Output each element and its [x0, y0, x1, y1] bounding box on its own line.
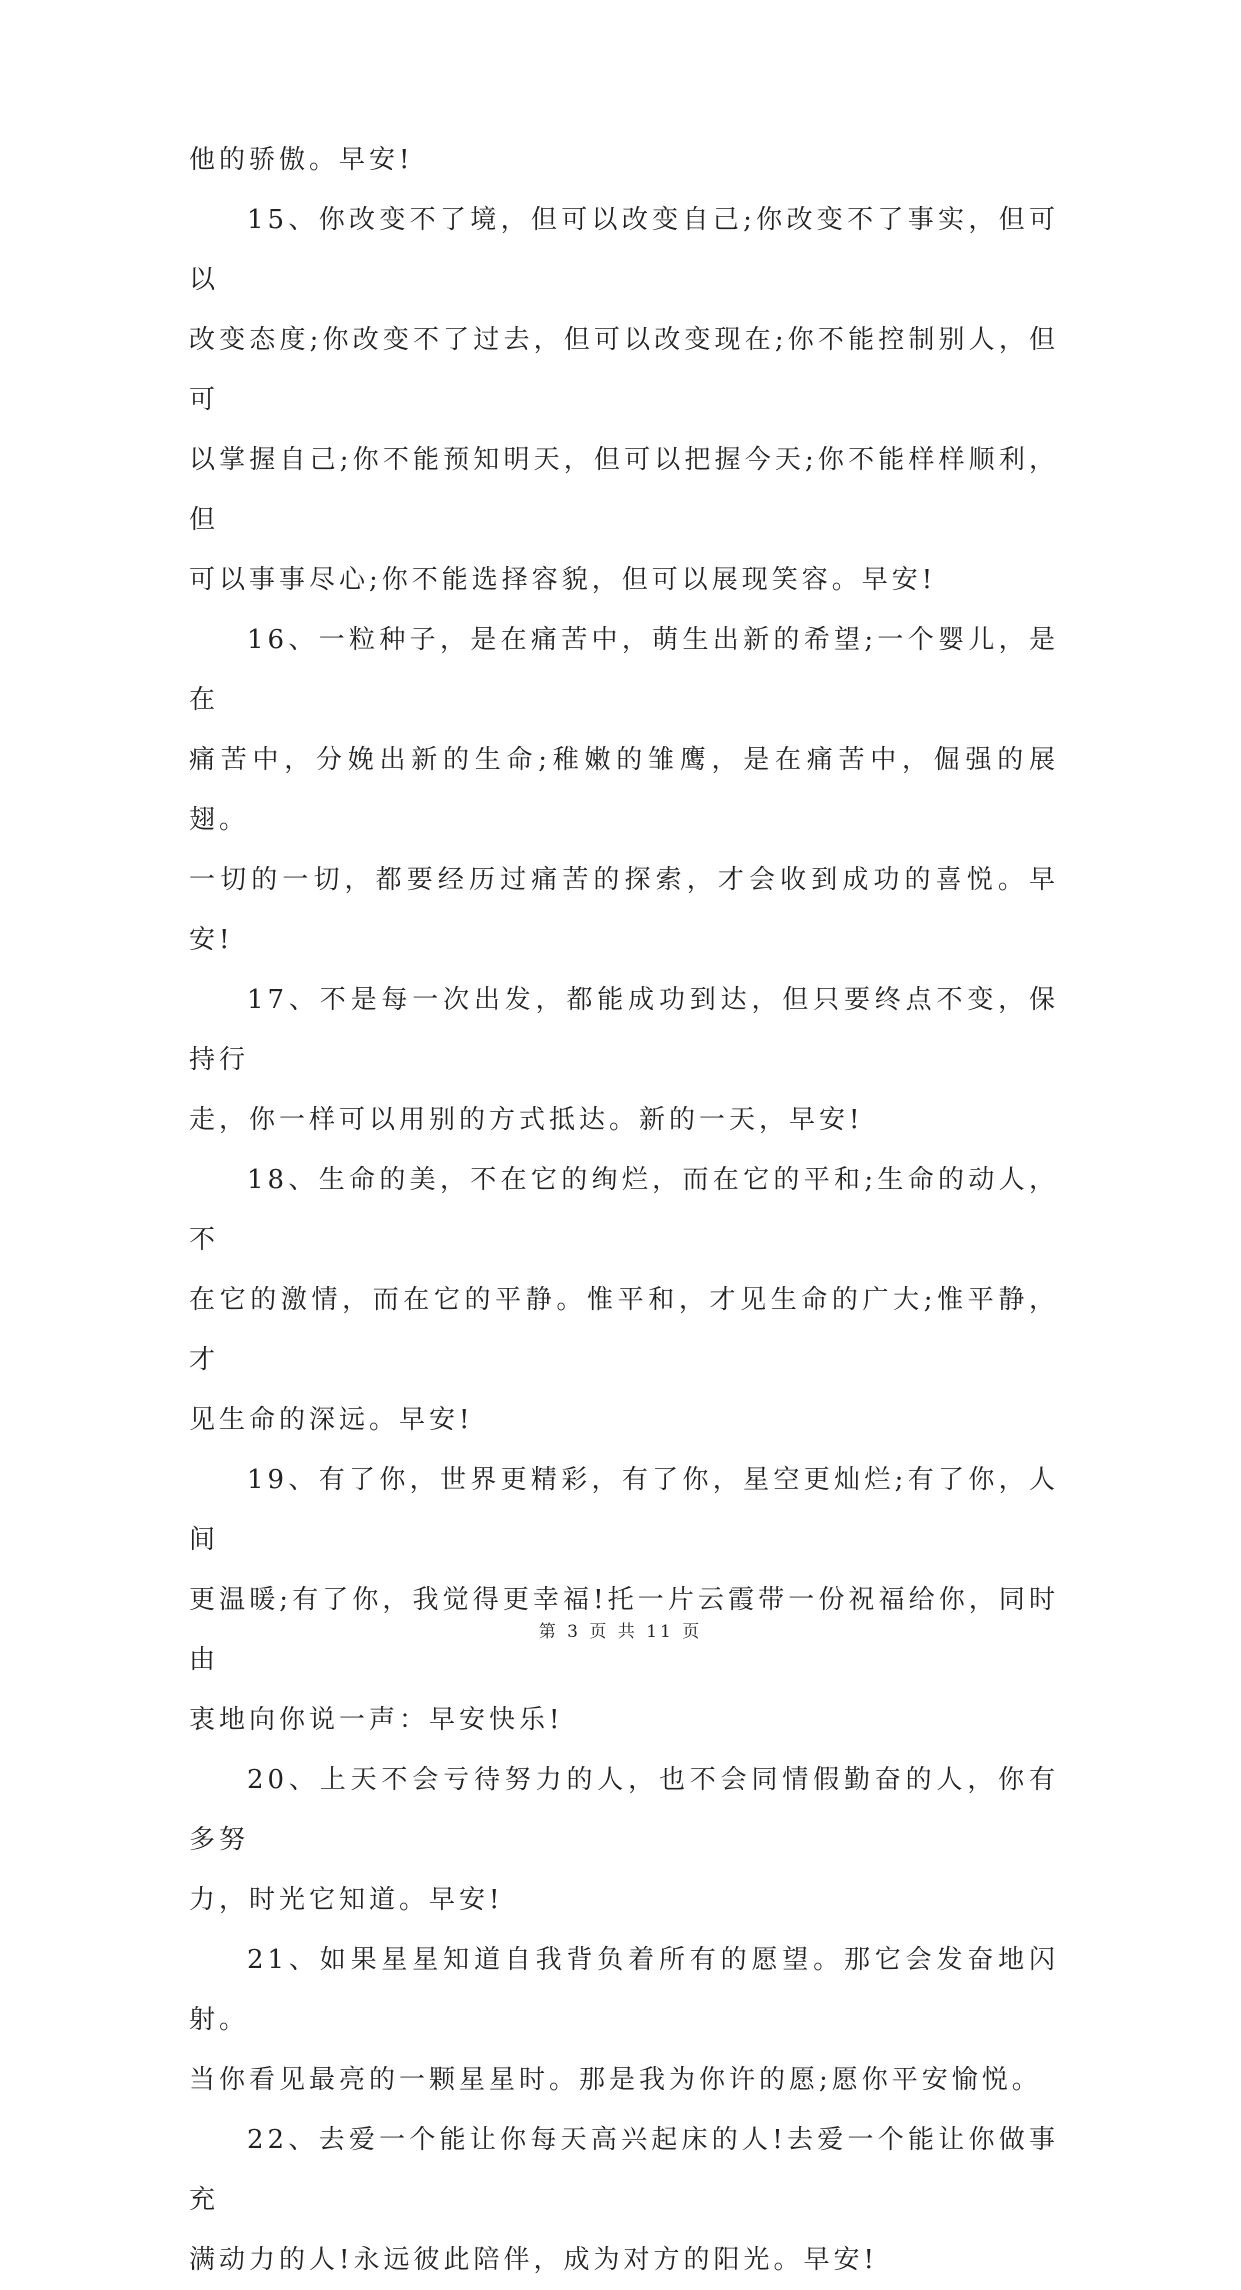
- text-line: 他的骄傲。早安!: [189, 145, 414, 175]
- text-line: 见生命的深远。早安!: [189, 1405, 474, 1435]
- text-line: 16、一粒种子，是在痛苦中，萌生出新的希望;一个婴儿，是在: [189, 625, 1059, 715]
- paragraph-17: [189, 970, 1059, 1150]
- paragraph-continuation: [189, 130, 1059, 190]
- paragraph-16: [189, 610, 1059, 970]
- text-line: 走，你一样可以用别的方式抵达。新的一天，早安!: [189, 1105, 864, 1135]
- text-line: 在它的激情，而在它的平静。惟平和，才见生命的广大;惟平静，才: [189, 1285, 1059, 1375]
- text-line: 以掌握自己;你不能预知明天，但可以把握今天;你不能样样顺利，但: [189, 445, 1059, 535]
- text-line: 痛苦中，分娩出新的生命;稚嫩的雏鹰，是在痛苦中，倔强的展翅。: [189, 745, 1059, 835]
- text-line: 满动力的人!永远彼此陪伴，成为对方的阳光。早安!: [189, 2245, 878, 2275]
- text-line: 更温暖;有了你，我觉得更幸福!托一片云霞带一份祝福给你，同时由: [189, 1585, 1059, 1675]
- text-line: 15、你改变不了境，但可以改变自己;你改变不了事实，但可以: [189, 205, 1059, 295]
- page-footer: 第 3 页 共 11 页: [538, 1622, 703, 1642]
- paragraph-15: [189, 190, 1059, 610]
- text-line: 20、上天不会亏待努力的人，也不会同情假勤奋的人，你有多努: [189, 1765, 1059, 1855]
- text-line: 21、如果星星知道自我背负着所有的愿望。那它会发奋地闪射。: [189, 1945, 1059, 2035]
- text-line: 衷地向你说一声：早安快乐!: [189, 1705, 564, 1735]
- paragraph-21: [189, 1930, 1059, 2110]
- document-page: [189, 130, 1059, 2290]
- text-line: 19、有了你，世界更精彩，有了你，星空更灿烂;有了你，人间: [189, 1465, 1059, 1555]
- paragraph-20: [189, 1750, 1059, 1930]
- paragraph-19: [189, 1450, 1059, 1750]
- text-line: 力，时光它知道。早安!: [189, 1885, 504, 1915]
- text-line: 22、去爱一个能让你每天高兴起床的人!去爱一个能让你做事充: [189, 2125, 1059, 2215]
- paragraph-22: [189, 2110, 1059, 2290]
- text-line: 可以事事尽心;你不能选择容貌，但可以展现笑容。早安!: [189, 565, 937, 595]
- text-line: 一切的一切，都要经历过痛苦的探索，才会收到成功的喜悦。早安!: [189, 865, 1059, 955]
- text-line: 18、生命的美，不在它的绚烂，而在它的平和;生命的动人，不: [189, 1165, 1059, 1255]
- text-line: 17、不是每一次出发，都能成功到达，但只要终点不变，保持行: [189, 985, 1059, 1075]
- text-line: 改变态度;你改变不了过去，但可以改变现在;你不能控制别人，但可: [189, 325, 1059, 415]
- paragraph-18: [189, 1150, 1059, 1450]
- text-line: 当你看见最亮的一颗星星时。那是我为你许的愿;愿你平安愉悦。: [189, 2065, 1042, 2095]
